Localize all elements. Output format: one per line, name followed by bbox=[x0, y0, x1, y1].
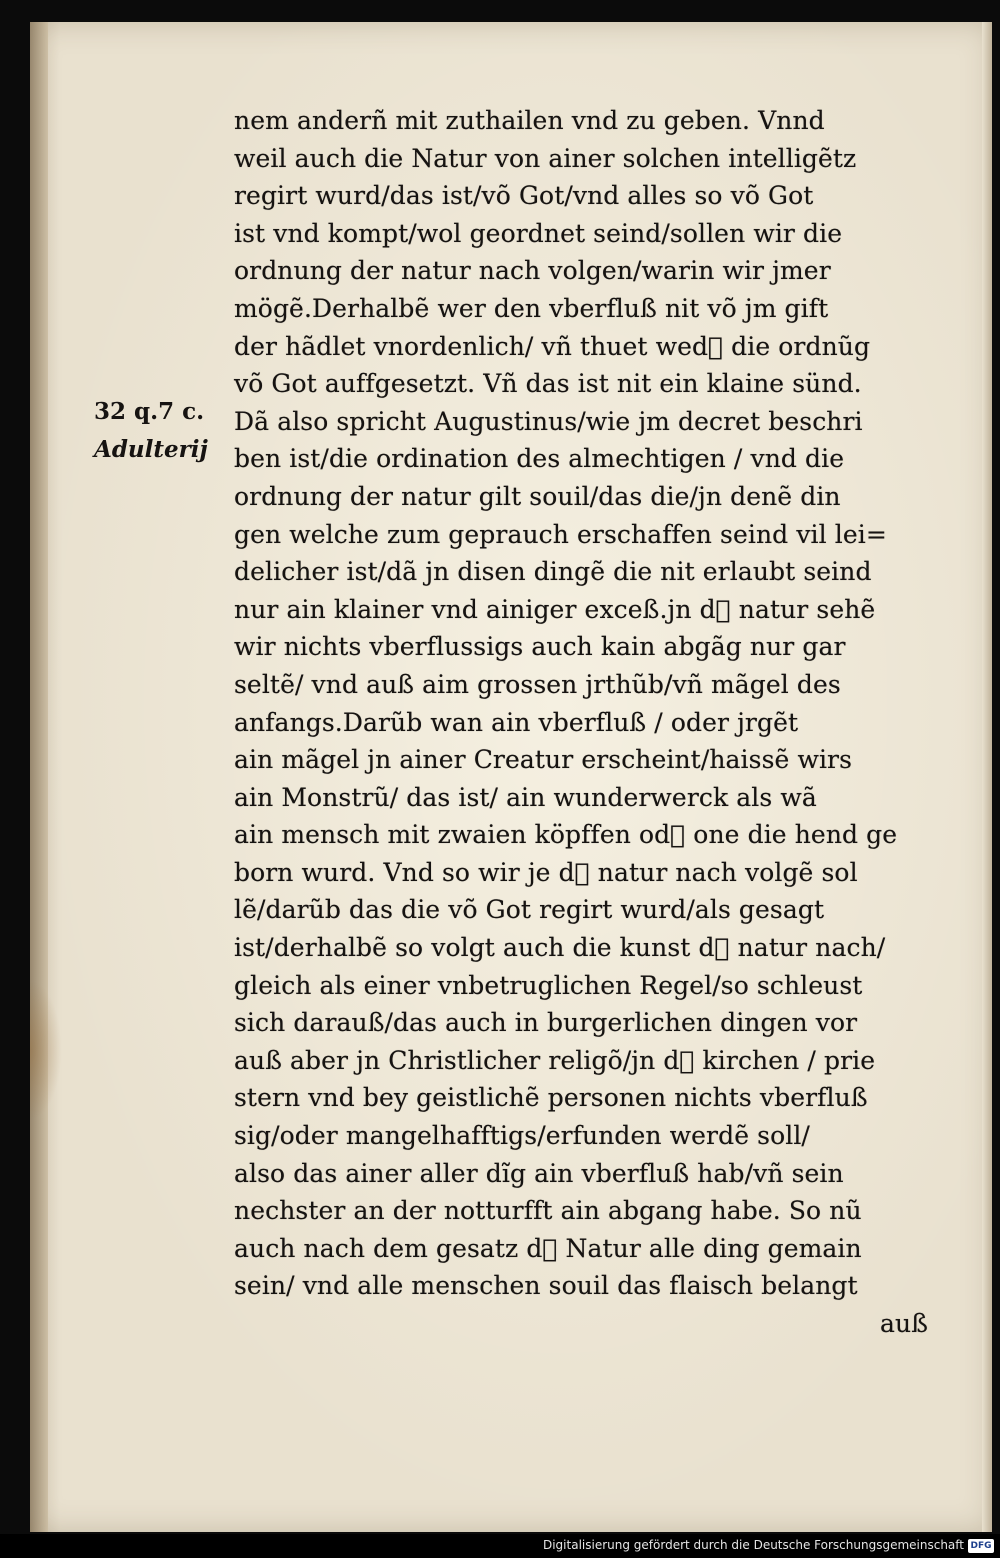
text-line: ben ist/die ordination des almechtigen / vnd die bbox=[234, 444, 845, 474]
text-line: nechster an der notturfft ain abgang habe. So nũ bbox=[234, 1196, 862, 1226]
text-line: auch nach dem gesatz d᷑ Natur alle ding gemain bbox=[234, 1233, 862, 1263]
text-line: regirt wurd/das ist/võ Got/vnd alles so võ Got bbox=[234, 181, 814, 211]
text-line: lẽ/darũb das die võ Got regirt wurd/als gesagt bbox=[234, 895, 825, 925]
text-line: sig/oder mangelhafftigs/erfunden werdẽ soll/ bbox=[234, 1121, 810, 1151]
text-line: ist vnd kompt/wol geordnet seind/sollen wir die bbox=[234, 218, 843, 248]
text-line: anfangs.Darũb wan ain vberfluß / oder jrgẽt bbox=[234, 707, 799, 737]
page-gutter bbox=[30, 22, 48, 1532]
text-line: ordnung der natur nach volgen/warin wir jmer bbox=[234, 256, 831, 286]
text-line: võ Got auffgesetzt. Vñ das ist nit ein klaine sünd. bbox=[234, 369, 862, 399]
text-line: delicher ist/dã jn disen dingẽ die nit erlaubt seind bbox=[234, 557, 872, 587]
body-text bbox=[234, 102, 934, 1343]
text-line: mögẽ.Derhalbẽ wer den vberfluß nit võ jm gift bbox=[234, 293, 829, 323]
text-line: weil auch die Natur von ainer solchen intelligẽtz bbox=[234, 143, 857, 173]
text-line: born wurd. Vnd so wir je d᷑ natur nach volgẽ sol bbox=[234, 857, 858, 887]
text-line: sich darauß/das auch in burgerlichen dingen vor bbox=[234, 1008, 858, 1038]
text-line: wir nichts vberflussigs auch kain abgãg nur gar bbox=[234, 632, 846, 662]
text-line: gleich als einer vnbetruglichen Regel/so schleust bbox=[234, 970, 863, 1000]
text-line: stern vnd bey geistlichẽ personen nichts vberfluß bbox=[234, 1083, 868, 1113]
text-line: also das ainer aller dĩg ain vberfluß hab/vñ sein bbox=[234, 1158, 844, 1188]
text-line: ain mãgel jn ainer Creatur erscheint/haissẽ wirs bbox=[234, 745, 853, 775]
marginal-note: Adulterij bbox=[94, 436, 208, 463]
footer-bar bbox=[0, 1534, 1000, 1558]
page-stain bbox=[30, 980, 62, 1120]
text-line: ist/derhalbẽ so volgt auch die kunst d᷑ natur nach/ bbox=[234, 933, 886, 963]
text-line: ordnung der natur gilt souil/das die/jn denẽ din bbox=[234, 481, 841, 511]
page-fore-edge bbox=[982, 22, 992, 1532]
text-line: sein/ vnd alle menschen souil das flaisch belangt bbox=[234, 1271, 858, 1301]
catchword: auß bbox=[879, 1309, 928, 1338]
text-line: Dã also spricht Augustinus/wie jm decret beschri bbox=[234, 406, 863, 436]
text-line: auß aber jn Christlicher religõ/jn d᷑ kirchen / prie bbox=[234, 1045, 876, 1075]
text-line: ain Monstrũ/ das ist/ ain wunderwerck als wã bbox=[234, 782, 817, 812]
dfg-logo-icon: DFG bbox=[968, 1539, 994, 1553]
marginal-reference: 32 q.7 c. bbox=[94, 398, 205, 425]
text-line: seltẽ/ vnd auß aim grossen jrthũb/vñ mãgel des bbox=[234, 669, 841, 699]
text-line: ain mensch mit zwaien köpffen od᷑ one die hend ge bbox=[234, 820, 898, 850]
text-line: nem anderñ mit zuthailen vnd zu geben. Vnnd bbox=[234, 106, 825, 135]
text-line: der hãdlet vnordenlich/ vñ thuet wed᷑ die ordnũg bbox=[234, 331, 871, 361]
funding-credit: Digitalisierung gefördert durch die Deutsche Forschungsgemeinschaft bbox=[542, 1538, 964, 1552]
text-line: nur ain klainer vnd ainiger exceß.jn d᷑ natur sehẽ bbox=[234, 594, 876, 624]
text-line: gen welche zum geprauch erschaffen seind vil lei= bbox=[234, 519, 887, 549]
